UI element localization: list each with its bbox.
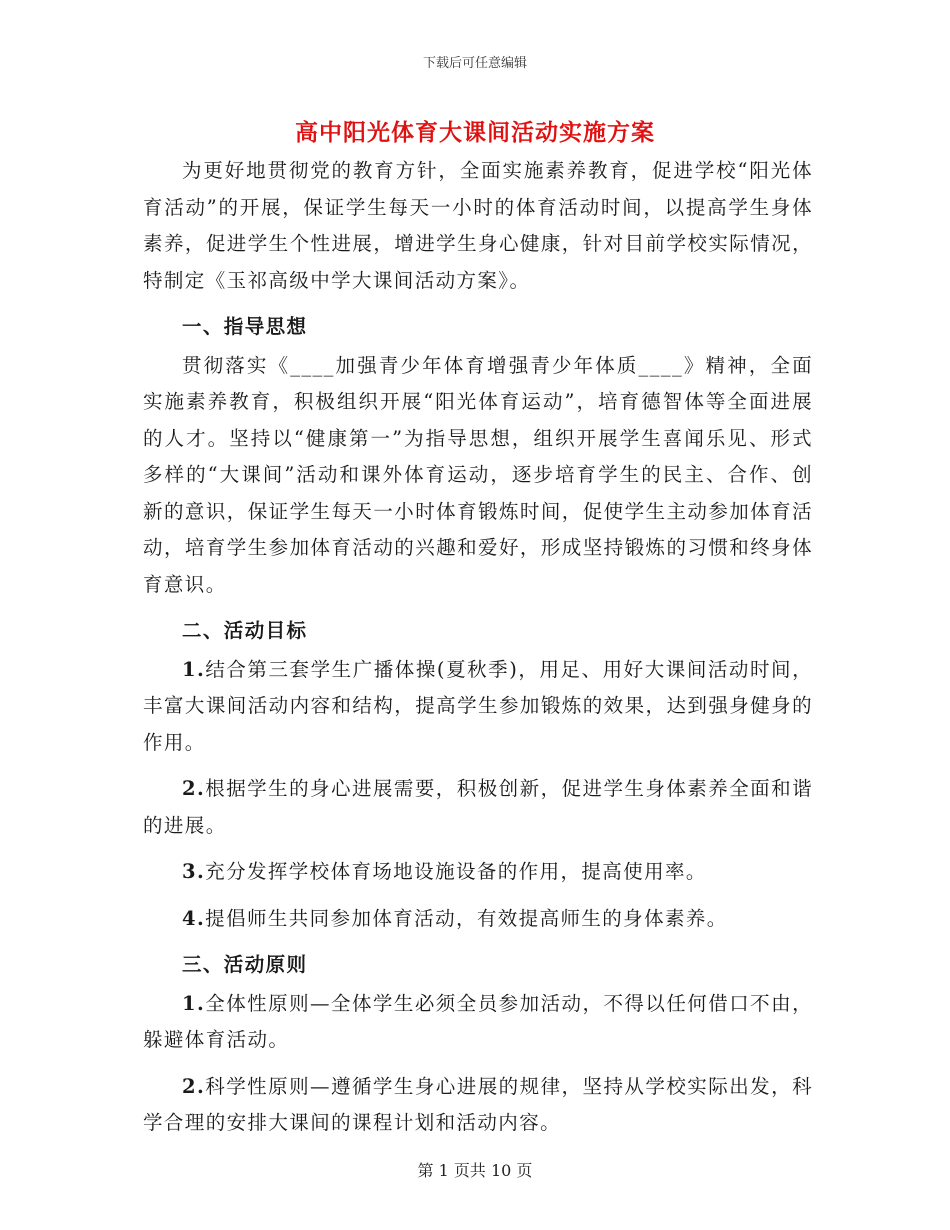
document-body (143, 153, 813, 1142)
item-number: 1. (182, 991, 206, 1015)
item-number: 1. (182, 657, 206, 681)
item-text: 根据学生的身心进展需要，积极创新，促进学生身体素养全面和谐的进展。 (143, 777, 813, 837)
item-number: 4. (182, 906, 206, 930)
principle-item (143, 986, 813, 1059)
section-heading-activity-principles: 三、活动原则 (182, 953, 308, 976)
section-heading-activity-goals: 二、活动目标 (182, 619, 308, 642)
item-text: 全体性原则—全体学生必须全员参加活动，不得以任何借口不由，躲避体育活动。 (143, 991, 813, 1051)
page-footer: 第 1 页共 10 页 (417, 1161, 533, 1180)
principle-item (143, 1069, 813, 1142)
item-number: 2. (182, 777, 206, 800)
document-title: 高中阳光体育大课间活动实施方案 (295, 119, 655, 146)
item-text: 充分发挥学校体育场地设施设备的作用，提高使用率。 (205, 860, 707, 883)
goal-item (143, 771, 813, 844)
goal-item (143, 901, 813, 938)
item-number: 3. (182, 860, 206, 883)
item-text: 结合第三套学生广播体操(夏秋季)，用足、用好大课间活动时间，丰富大课间活动内容和结构，提高学生参加锻炼的效果，达到强身健身的作用。 (143, 657, 813, 754)
item-number: 2. (182, 1074, 206, 1098)
intro-paragraph: 为更好地贯彻党的教育方针，全面实施素养教育，促进学校“阳光体育活动”的开展，保证学生每天一小时的体育活动时间，以提高学生身体素养，促进学生个性进展，增进学生身心健康，针对目前学校实际情况，特制定《玉祁高级中学大课间活动方案》。 (143, 159, 813, 292)
item-text: 提倡师生共同参加体育活动，有效提高师生的身体素养。 (205, 906, 728, 930)
header-note: 下载后可任意编辑 (422, 56, 527, 71)
section-heading-guiding-ideology: 一、指导思想 (182, 315, 308, 338)
guiding-ideology-paragraph: 贯彻落实《____加强青少年体育增强青少年体质____》精神，全面实施素养教育，积极组织开展“阳光体育运动”，培育德智体等全面进展的人才。坚持以“健康第一”为指导思想，组织开展学生喜闻乐见、形式多样的“大课间”活动和课外体育运动，逐步培育学生的民主、合作、创新的意识，保证学生每天一小时体育锻炼时间，促使学生主动参加体育活动，培育学生参加体育活动的兴趣和爱好，形成坚持锻炼的习惯和终身体育意识。 (143, 353, 813, 596)
goal-item (143, 652, 813, 762)
goal-item (143, 854, 813, 891)
item-text: 科学性原则—遵循学生身心进展的规律，坚持从学校实际出发，科学合理的安排大课间的课程计划和活动内容。 (143, 1074, 813, 1134)
